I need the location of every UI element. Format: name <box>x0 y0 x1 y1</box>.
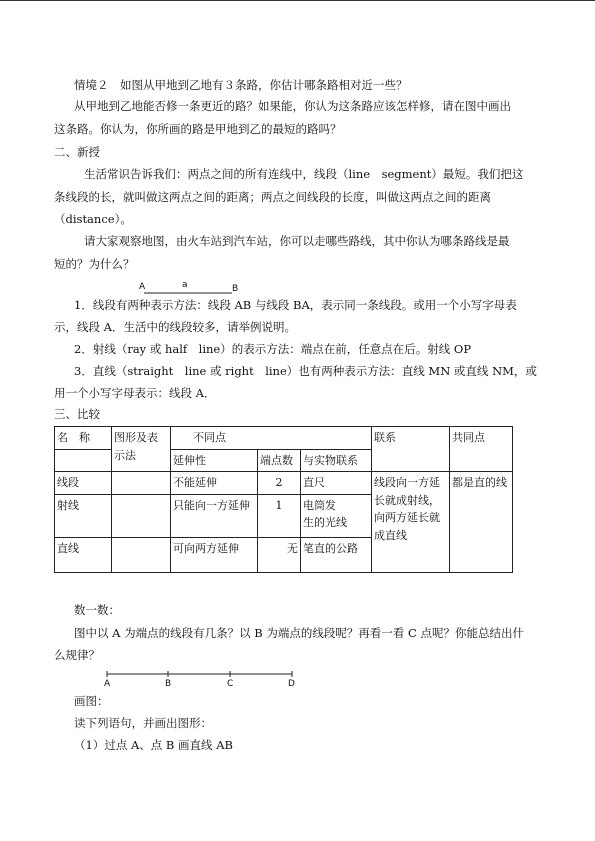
count-heading: 数一数： <box>74 603 120 617</box>
item2-line: 2．射线（ray 或 half line）的表示方法：端点在前，任意点在后。射线 OP <box>74 342 472 356</box>
points-line-figure <box>100 668 300 680</box>
count-line-2: 么规律？ <box>54 648 100 662</box>
read-instruction: 读下列语句，并画出图形： <box>74 716 212 730</box>
table-header-diff <box>171 427 372 450</box>
table-header-figure <box>112 427 171 472</box>
point-label-a: A <box>104 679 111 689</box>
draw-task-1: （1）过点 A、点 B 画直线 AB <box>74 738 233 752</box>
table-header-real <box>301 449 372 472</box>
table-header-figure-text-1: 图形及表 <box>114 431 158 444</box>
section2-p1-line-1: 生活常识告诉我们：两点之间的所有连线中，线段（line segment）最短。我们把这 <box>84 167 524 181</box>
row-segment-real-text: 直尺 <box>303 476 325 490</box>
table-header-name <box>55 427 112 450</box>
table-row-segment <box>55 472 513 495</box>
top-rule <box>0 0 595 1</box>
row-ray-real-text-2: 生的光线 <box>303 516 347 530</box>
row-ray-endpoints: 1 <box>258 494 301 537</box>
row-ray-name: 射线 <box>55 494 112 537</box>
row-segment-real <box>301 472 372 495</box>
table-header-common-text: 共同点 <box>452 431 485 444</box>
segment-label-a-lower: a <box>182 280 188 290</box>
item3-line-1: 3．直线（straight line 或 right line）也有两种表示方法：直线 MN 或直线 NM，或 <box>74 364 537 378</box>
section2-p2-line-2: 短的？为什么？ <box>54 257 135 271</box>
item1-line-1: 1．线段有两种表示方法：线段 AB 与线段 BA，表示同一条线段。或用一个小写字母表 <box>74 298 517 312</box>
point-label-d: D <box>288 679 295 689</box>
row-ray-real <box>301 494 372 537</box>
point-label-c: C <box>227 679 234 689</box>
relation-line-2: 长就成射线， <box>374 493 440 507</box>
row-segment-endpoints: 2 <box>258 472 301 495</box>
row-line-endpoints: 无 <box>258 537 301 572</box>
table-header-endpoints <box>258 449 301 472</box>
row-line-name: 直线 <box>55 537 112 572</box>
section2-heading: 二、新授 <box>54 145 100 159</box>
row-line-real <box>301 537 372 572</box>
table-header-real-text: 与实物联系 <box>303 453 358 467</box>
table-header-name-text: 名 称 <box>57 431 90 444</box>
table-header-extend-text: 延伸性 <box>173 453 206 467</box>
table-header-name-blank <box>55 449 112 472</box>
row-line-real-text: 笔直的公路 <box>303 541 358 555</box>
segment-ab-figure <box>140 290 235 296</box>
row-ray-extend: 只能向一方延伸 <box>171 494 258 537</box>
segment-label-b: B <box>232 284 239 294</box>
table-header-figure-text-2: 示法 <box>114 448 136 462</box>
relation-cell <box>372 472 450 573</box>
row-segment-extend: 不能延伸 <box>171 472 258 495</box>
comparison-table <box>54 426 513 573</box>
row-segment-name: 线段 <box>55 472 112 495</box>
row-ray-figure <box>112 494 171 537</box>
table-header-relation-text: 联系 <box>374 431 396 444</box>
table-header-endpoints-text: 端点数 <box>260 453 293 467</box>
section2-p1-line-3: （distance）。 <box>54 212 132 226</box>
common-text: 都是直的线 <box>452 476 507 490</box>
section3-heading: 三、比较 <box>54 407 100 421</box>
table-header-extend <box>171 449 258 472</box>
row-segment-figure <box>112 472 171 495</box>
intro-line-3: 这条路。你认为，你所画的路是甲地到乙的最短的路吗？ <box>54 122 342 136</box>
relation-line-1: 线段向一方延 <box>374 476 440 490</box>
item1-line-2: 示，线段 A．生活中的线段较多，请举例说明。 <box>54 320 296 334</box>
item3-line-2: 用一个小写字母表示：线段 A． <box>54 386 216 400</box>
table-header-relation <box>372 427 450 472</box>
intro-line-2: 从甲地到乙地能否修一条更近的路？如果能，你认为这条路应该怎样修，请在图中画出 <box>74 99 511 113</box>
point-label-b: B <box>165 679 172 689</box>
count-line-1: 图中以 A 为端点的线段有几条？以 B 为端点的线段呢？再看一看 C 点呢？你能总结出什 <box>74 626 524 640</box>
row-line-extend: 可向两方延伸 <box>171 537 258 572</box>
table-header-diff-text: 不同点 <box>193 431 226 444</box>
row-line-figure <box>112 537 171 572</box>
draw-heading: 画图： <box>74 694 109 708</box>
intro-line-1: 情境２ 如图从甲地到乙地有３条路，你估计哪条路相对近一些？ <box>74 78 408 92</box>
common-cell <box>450 472 513 573</box>
section2-p2-line-1: 请大家观察地图，由火车站到汽车站，你可以走哪些路线，其中你认为哪条路线是最 <box>84 234 510 248</box>
row-ray-real-text-1: 电筒发 <box>303 498 336 512</box>
table-header-common <box>450 427 513 472</box>
section2-p1-line-2: 条线段的长，就叫做这两点之间的距离；两点之间线段的长度，叫做这两点之间的距离 <box>54 190 491 204</box>
relation-line-3: 向两方延长就 <box>374 511 440 525</box>
relation-line-4: 成直线 <box>374 528 407 542</box>
segment-label-a-upper: A <box>139 282 146 292</box>
